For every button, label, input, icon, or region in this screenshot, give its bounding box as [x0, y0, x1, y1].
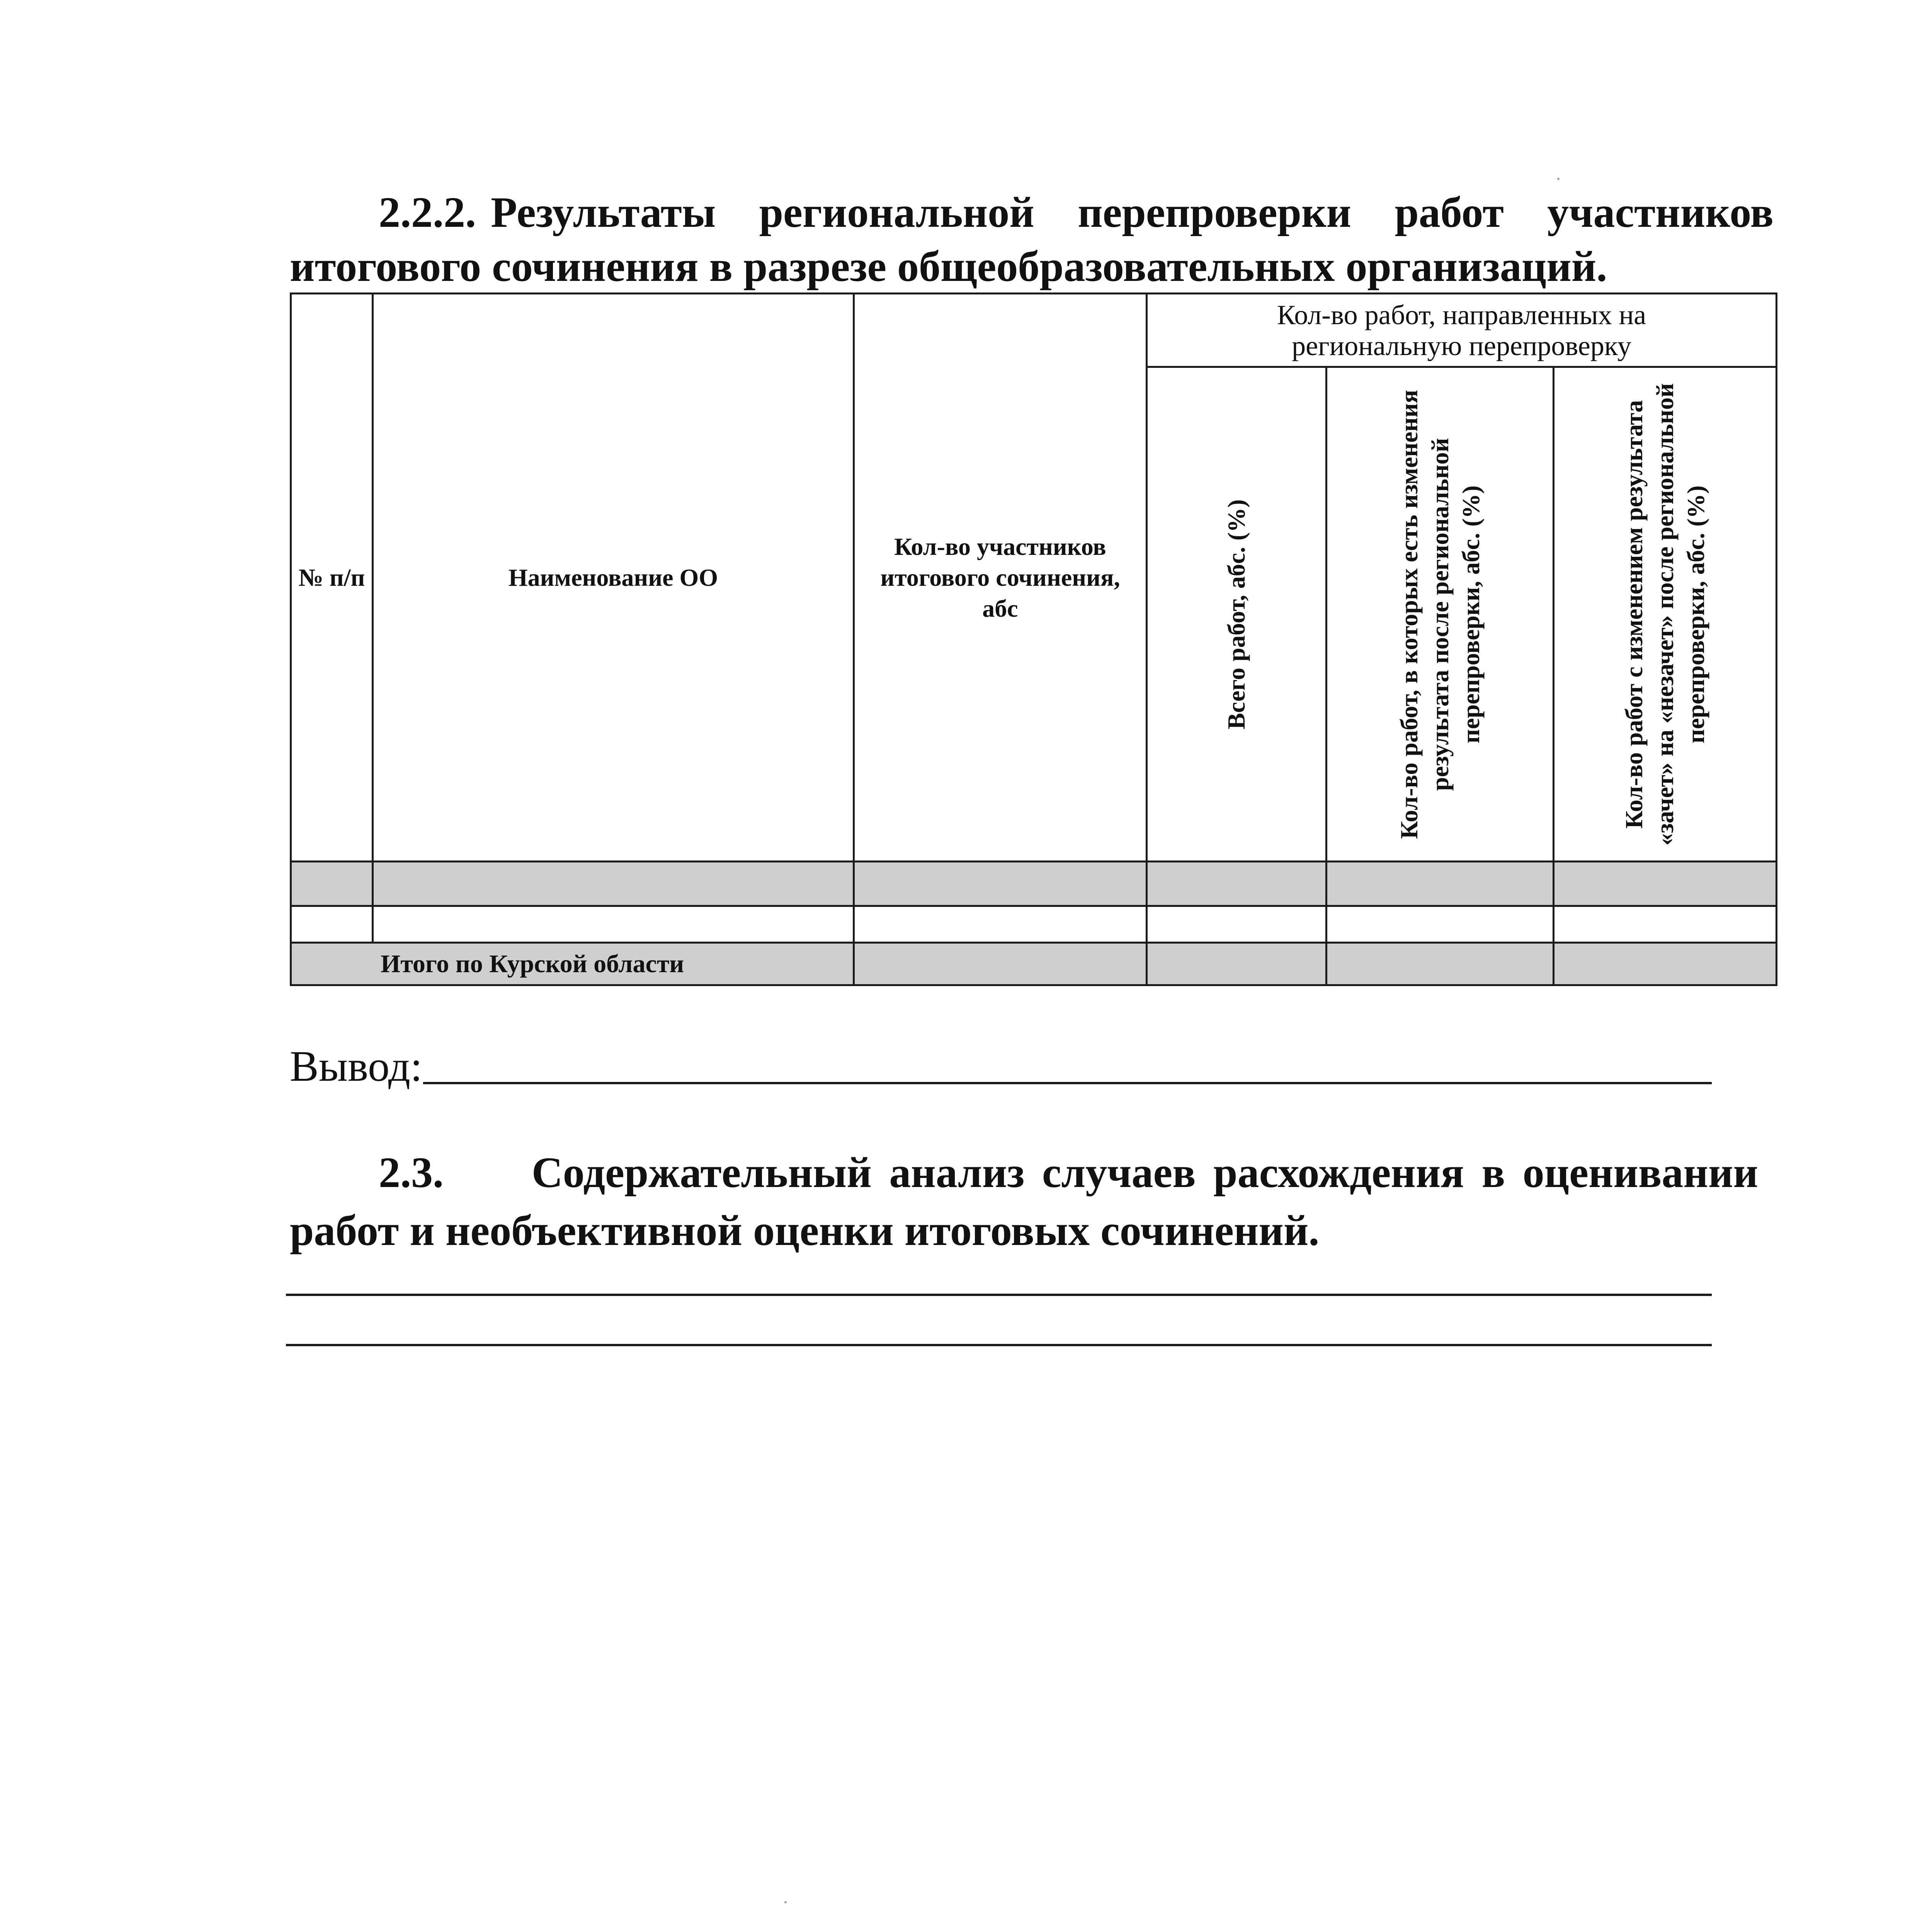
header-changed-to-fail-text: Кол-во работ с изменением результата «зачет» на «незачет» после региональной перепроверки, абс. (%) [1620, 383, 1710, 845]
table-cell [1327, 906, 1554, 943]
table-cell [854, 862, 1147, 906]
table-cell [1147, 906, 1327, 943]
table-cell [1554, 862, 1777, 906]
total-row-label: Итого по Курской области [291, 943, 854, 985]
header-changed-works-text: Кол-во работ, в которых есть изменения результата после региональной перепроверки, абс. (%) [1395, 389, 1485, 839]
conclusion-blank[interactable] [423, 1082, 1712, 1084]
table-row-shaded [291, 862, 1777, 906]
table-cell [1554, 906, 1777, 943]
table-cell [291, 906, 373, 943]
scan-speck [784, 1901, 787, 1903]
table-cell [1554, 943, 1777, 985]
table-cell [1147, 862, 1327, 906]
blank-line[interactable] [286, 1294, 1712, 1296]
blank-line[interactable] [286, 1344, 1712, 1346]
header-recheck-group: Кол-во работ, направленных на региональную перепроверку [1147, 294, 1777, 367]
header-number: № п/п [291, 294, 373, 862]
table-cell [291, 862, 373, 906]
section-number: 2.2.2. [379, 189, 476, 236]
results-table [290, 293, 1777, 986]
header-total-works [1147, 367, 1327, 862]
conclusion-line [290, 1043, 1712, 1090]
section-title: Содержательный анализ случаев расхождения в оценивании работ и необъективной оценки итоговых сочинений. [290, 1149, 1758, 1255]
header-changed-works [1327, 367, 1554, 862]
table-cell [1327, 943, 1554, 985]
table-row-total [291, 943, 1777, 985]
table-cell [1327, 862, 1554, 906]
table-cell [373, 862, 854, 906]
conclusion-label: Вывод: [290, 1043, 422, 1090]
section-title: Результаты региональной перепроверки работ участников итогового сочинения в разрезе общеобразовательных организаций. [290, 189, 1774, 291]
table-cell [1147, 943, 1327, 985]
scan-speck [1557, 178, 1560, 180]
table-row [291, 906, 1777, 943]
header-participants: Кол-во участников итогового сочинения, абс [854, 294, 1147, 862]
results-table-wrapper [290, 293, 1776, 984]
header-total-works-text: Всего работ, абс. (%) [1223, 499, 1250, 730]
header-org-name: Наименование ОО [373, 294, 854, 862]
header-changed-to-fail [1554, 367, 1777, 862]
section-number: 2.3. [379, 1149, 444, 1197]
table-cell [854, 906, 1147, 943]
table-cell [854, 943, 1147, 985]
section-heading-2-2-2 [290, 185, 1774, 294]
section-heading-2-3 [290, 1144, 1758, 1260]
table-cell [373, 906, 854, 943]
